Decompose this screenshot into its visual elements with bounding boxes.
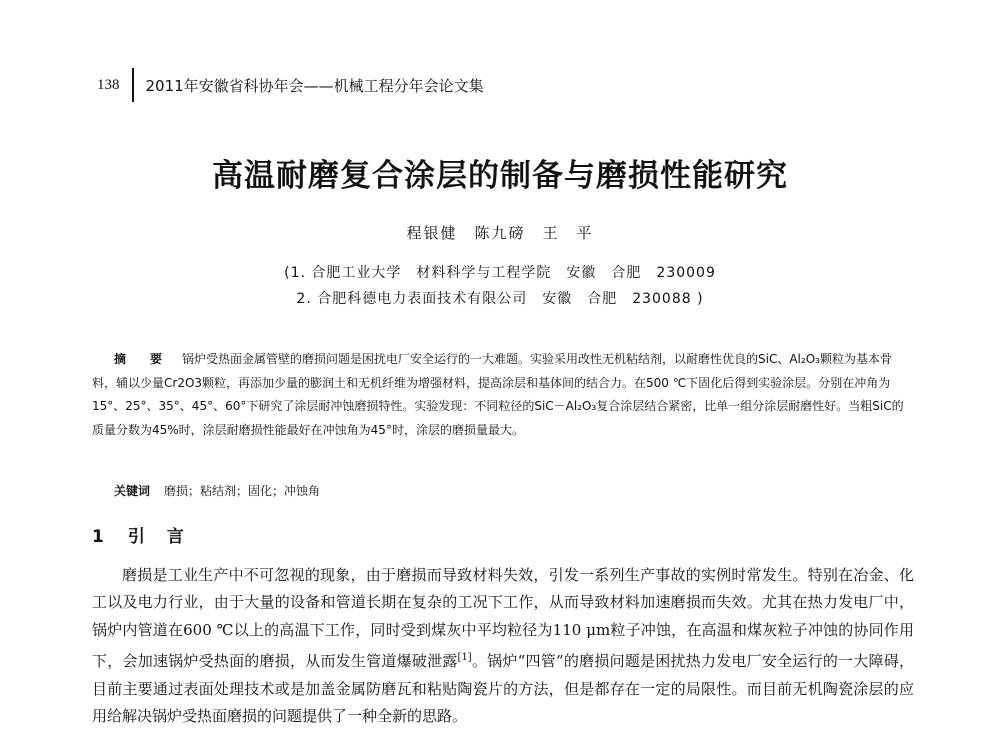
abstract-label: 摘 要 bbox=[114, 352, 169, 366]
header-divider bbox=[132, 68, 134, 102]
authors: 程银健 陈九磅 王 平 bbox=[406, 224, 594, 242]
page-number: 138 bbox=[97, 76, 120, 93]
section-name: 引言 bbox=[127, 527, 206, 547]
body-text-continued: 。锅炉“四管”的磨损问题是困扰热力发电厂安全运行的一大障碍，目前主要通过表面处理技术或是加盖金属防磨瓦和粘贴陶瓷片的方法，但是都存在一定的局限性。而目前无机陶瓷涂层的应用给解决锅炉受热面磨损的问题提供了一种全新的思路。 bbox=[92, 652, 914, 726]
body-paragraph bbox=[92, 562, 914, 730]
section-heading bbox=[92, 522, 206, 547]
paper-title: 高温耐磨复合涂层的制备与磨损性能研究 bbox=[212, 158, 788, 194]
body-text: 磨损是工业生产中不可忽视的现象，由于磨损而导致材料失效，引发一系列生产事故的实例时常发生。特别在冶金、化工以及电力行业，由于大量的设备和管道长期在复杂的工况下工作，从而导致材料加速磨损而失效。尤其在热力发电厂中，锅炉内管道在600 ℃以上的高温下工作，同时受到煤灰中平均粒径为110 μm粒子冲蚀，在高温和煤灰粒子冲蚀的协同作用下，会加速锅炉受热面的磨损，从而发生管道爆破泄露 bbox=[92, 566, 914, 671]
keywords-text: 磨损；粘结剂；固化；冲蚀角 bbox=[164, 484, 321, 498]
keywords bbox=[114, 482, 320, 499]
section-number: 1 bbox=[92, 527, 104, 547]
keywords-label: 关键词 bbox=[114, 484, 151, 498]
abstract-text: 锅炉受热面金属管壁的磨损问题是困扰电厂安全运行的一大难题。实验采用改性无机粘结剂，以耐磨性优良的SiC、Al₂O₃颗粒为基本骨料，辅以少量Cr2O3颗粒，再添加少量的膨润土和无机纤维为增强材料，提高涂层和基体间的结合力。在500 ℃下固化后得到实验涂层。分别在冲角为15°、25°、35°、45°、60°下研究了涂层耐冲蚀磨损特性。实验发现：不同粒径的SiC－Al₂O₃复合涂层结合紧密，比单一组分涂层耐磨性好。当粗SiC的质量分数为45%时，涂层耐磨损性能最好在冲蚀角为45°时，涂层的磨损量最大。 bbox=[92, 352, 904, 437]
affiliation-1: (1. 合肥工业大学 材料科学与工程学院 安徽 合肥 230009 bbox=[284, 265, 716, 281]
proceedings-title: 2011年安徽省科协年会——机械工程分年会论文集 bbox=[145, 76, 484, 95]
citation: [1] bbox=[457, 652, 472, 664]
running-header bbox=[97, 68, 484, 102]
affiliation-2: 2. 合肥科德电力表面技术有限公司 安徽 合肥 230088 ) bbox=[296, 291, 704, 307]
abstract bbox=[92, 348, 912, 442]
